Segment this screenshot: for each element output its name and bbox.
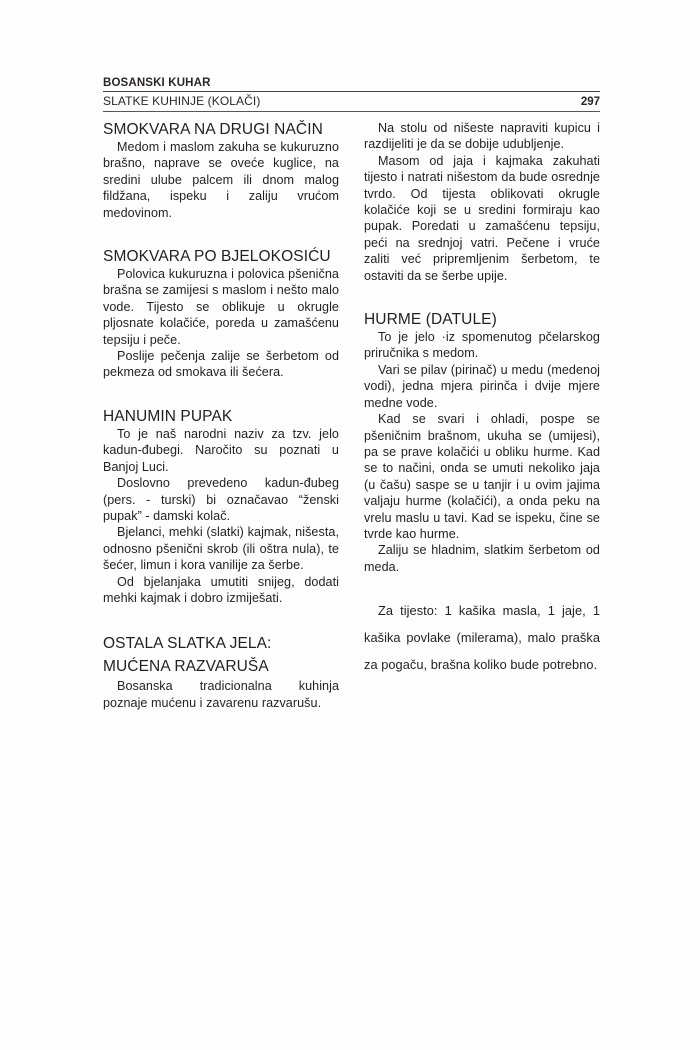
header-subtitle-row xyxy=(103,92,600,111)
section-hurme-datule xyxy=(364,310,600,575)
paragraph: Vari se pilav (pirinač) u medu (medenoj vodi), jedna mjera pirinča i dvije mjere medne vode. xyxy=(364,362,600,410)
chapter-subtitle: SLATKE KUHINJE (KOLAČI) xyxy=(103,94,261,108)
page-number: 297 xyxy=(580,96,600,108)
paragraph: Bjelanci, mehki (slatki) kajmak, nišesta, odnosno pšenični skrob (ili oštra nula), te šećer, limun i kora vanilije za šerbe. xyxy=(103,525,339,573)
section-heading: SMOKVARA PO BJELOKOSIĆU xyxy=(103,248,331,266)
section-heading: HANUMIN PUPAK xyxy=(103,407,233,425)
section-smokvara-po-bjelokosicu xyxy=(103,247,339,381)
paragraph: To je naš narodni naziv za tzv. jelo kadun-đubegi. Naročito su poznati u Banjoj Luci. xyxy=(103,426,339,474)
right-column xyxy=(364,120,600,711)
section-heading: SMOKVARA NA DRUGI NAČIN xyxy=(103,121,323,138)
left-column xyxy=(103,120,339,711)
section-subheading: MUĆENA RAZVARUŠA xyxy=(103,658,269,676)
paragraph: To je jelo ·iz spomenutog pčelarskog priručnika s medom. xyxy=(364,330,600,361)
section-heading: OSTALA SLATKA JELA: xyxy=(103,635,272,653)
paragraph: Doslovno prevedeno kadun-đubeg (pers. - turski) bi označavao “ženski pupak” - damski kolač. xyxy=(103,476,339,523)
paragraph: Na stolu od nišeste napraviti kupicu i razdijeliti je da se dobije udubljenje. xyxy=(364,121,600,152)
paragraph: Kad se svari i ohladi, pospe se pšeničnim brašnom, ukuha se (umijesi), pa se prave kolačići u obliku hurme. Kad se to načini, onda se umuti nekoliko jaja (u čašu) saspe se u tanjir i u ovim jajima valjaju hurme (kolačići), a onda peku na vrelu maslu u tavi. Kad se ispeku, čine se tvrde kao hurme. xyxy=(364,412,600,541)
page-header xyxy=(103,76,600,112)
section-ostala-slatka-jela xyxy=(103,632,339,711)
body-columns xyxy=(103,120,600,711)
book-title: BOSANSKI KUHAR xyxy=(103,77,211,89)
section-heading: HURME (DATULE) xyxy=(364,311,497,329)
header-rule-bottom xyxy=(103,111,600,112)
section-za-tijesto xyxy=(364,597,600,678)
paragraph: Zaliju se hladnim, slatkim šerbetom od meda. xyxy=(364,543,600,574)
paragraph: Medom i maslom zakuha se kukuruzno brašno, naprave se oveće kuglice, na sredini ulube palcem ili dnom malog fildžana, ispeku i zaliju vrućom medovinom. xyxy=(103,140,339,220)
paragraph: Za tijesto: 1 kašika masla, 1 jaje, 1 kašika povlake (milerama), malo praška za pogaču, brašna koliko bude potrebno. xyxy=(364,603,600,673)
paragraph: Bosanska tradicionalna kuhinja poznaje mućenu i zavarenu razvarušu. xyxy=(103,679,339,710)
paragraph: Masom od jaja i kajmaka zakuhati tijesto i natrati nišestom da bude osrednje tvrdo. Od tijesta oblikovati okrugle kolačiće koji se u sredini formiraju kao pupak. Poredati u zamašćenu tepsiju, peći na srednjoj vatri. Pečene i vruće zaliti već pripremljenim šerbetom, te ostaviti da se šerbe upije. xyxy=(364,153,600,283)
section-hanumin-pupak xyxy=(103,407,339,606)
paragraph: Polovica kukuruzna i polovica pšenična brašna se zamijesi s maslom i nešto malo vode. Tijesto se oblikuje u okrugle pljosnate kolačiće, poreda u zamašćenu tepsiju i peče. xyxy=(103,267,339,347)
paragraph: Od bjelanjaka umutiti snijeg, dodati mehki kajmak i dobro izmiješati. xyxy=(103,574,339,605)
section-continuation xyxy=(364,120,600,284)
paragraph: Poslije pečenja zalije se šerbetom od pekmeza od smokava ili šećera. xyxy=(103,349,339,380)
section-smokvara-na-drugi-nacin xyxy=(103,120,339,221)
